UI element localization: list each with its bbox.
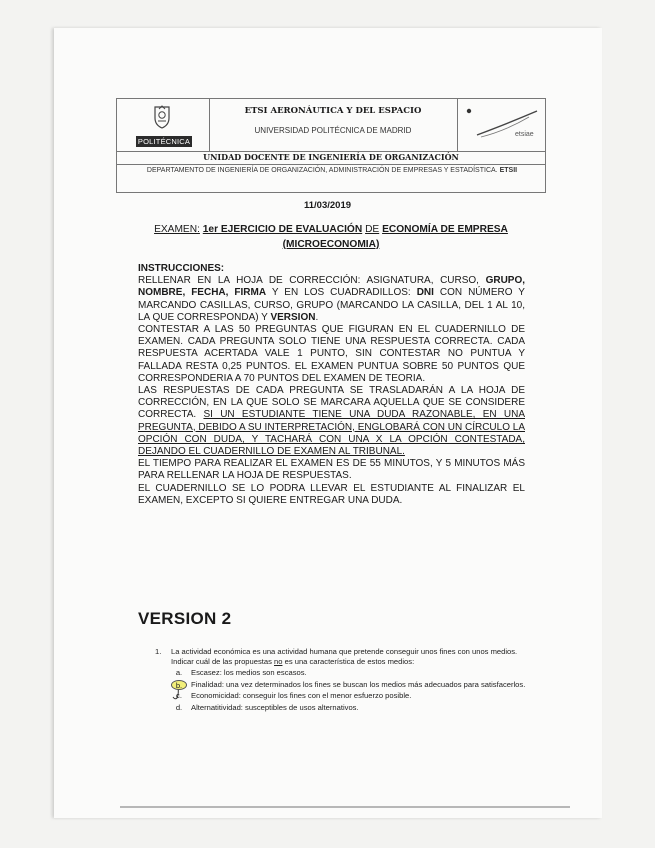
question-number: 1. bbox=[155, 647, 162, 656]
option-b: b. Finalidad: una vez determinados los fines se buscan los medios más adecuados para satisfacerlos. bbox=[171, 680, 535, 690]
instructions bbox=[138, 263, 525, 507]
option-c: c. Economicidad: conseguir los fines con el menor esfuerzo posible. bbox=[176, 691, 412, 700]
option-d: d. Alternatitividad: susceptibles de usos alternativos. bbox=[175, 702, 359, 712]
instruction-transfer-answers: LAS RESPUESTAS DE CADA PREGUNTA SE TRASLADARÁN A LA HOJA DE CORRECCIÓN, EN LA QUE SOLO SE MARCARA AQUELLA QUE SE CONSIDERE CORRECTA. SI UN ESTUDIANTE TIENE UNA DUDA RAZONABLE, EN UNA PREGUNTA, DEBIDO A SU INTERPRETACIÓN, ENGLOBARÁ CON UN CÍRCULO LA OPCIÓN CON DUDA, Y TACHARÁ CON UNA X LA OPCIÓN CONTESTADA, DEJANDO EL CUADERNILLO DE EXAMEN AL TRIBUNAL. bbox=[138, 385, 525, 458]
instruction-time: EL TIEMPO PARA REALIZAR EL EXAMEN ES DE 55 MINUTOS, Y 5 MINUTOS MÁS PARA RELLENAR LA HOJA DE RESPUESTAS. bbox=[138, 458, 525, 482]
upm-logo bbox=[117, 99, 210, 151]
instruction-answer-questions: CONTESTAR A LAS 50 PREGUNTAS QUE FIGURAN EN EL CUADERNILLO DE EXAMEN. CADA PREGUNTA SOLO TIENE UNA RESPUESTA CORRECTA. CADA RESPUESTA ACERTADA VALE 1 PUNTO, SIN CONTESTAR NO PUNTUA Y FALLADA RESTA 0,25 PUNTOS. EL EXAMEN PUNTUA SOBRE 50 PUNTOS QUE CORRESPONDERIA A 70 PUNTOS DEL EXAMEN DE TEORIA. bbox=[138, 324, 525, 384]
version-heading: VERSION 2 bbox=[138, 609, 232, 628]
etsiae-swoosh-icon bbox=[459, 103, 545, 147]
letterhead bbox=[116, 98, 546, 193]
letterhead-center bbox=[209, 99, 458, 151]
exam-date: 11/03/2019 bbox=[303, 200, 352, 211]
question-1 bbox=[155, 647, 535, 714]
university-name: UNIVERSIDAD POLITÉCNICA DE MADRID bbox=[254, 126, 412, 135]
sheet-bottom-edge bbox=[120, 806, 570, 808]
crest-icon bbox=[152, 105, 172, 129]
option-a: a. Escasez: los medios son escasos. bbox=[175, 668, 307, 677]
instructions-heading: INSTRUCCIONES: bbox=[138, 263, 225, 274]
etsiae-logo-text: etsiae bbox=[515, 131, 534, 138]
teaching-unit: UNIDAD DOCENTE DE INGENIERÍA DE ORGANIZACIÓN bbox=[117, 151, 545, 165]
instruction-booklet: EL CUADERNILLO SE LO PODRA LLEVAR EL ESTUDIANTE AL FINALIZAR EL EXAMEN, EXCEPTO SI QUIERE ENTREGAR UNA DUDA. bbox=[138, 482, 525, 506]
exam-title: EXAMEN: 1er EJERCICIO DE EVALUACIÓN DE ECONOMÍA DE EMPRESA (MICROECONOMIA) bbox=[154, 224, 508, 250]
letterhead-top-row bbox=[117, 99, 545, 152]
answer-options bbox=[171, 668, 535, 713]
upm-logo-text: POLITÉCNICA bbox=[137, 137, 191, 146]
question-text: La actividad económica es una actividad humana que pretende conseguir unos fines con unos medios. Indicar cuál de las propuestas no es una característica de estos medios: bbox=[171, 647, 518, 666]
option-b-circled-letter: b. bbox=[171, 680, 187, 690]
instruction-fill-sheet: RELLENAR EN LA HOJA DE CORRECCIÓN: ASIGNATURA, CURSO, GRUPO, NOMBRE, FECHA, FIRMA Y EN LOS CUADRADILLOS: DNI CON NÚMERO Y MARCANDO CASILLAS, CURSO, GRUPO (MARCANDO LA CASILLA, DEL 1 AL 10, LA QUE CORRESPONDA) Y VERSION. bbox=[138, 275, 526, 323]
department: DEPARTAMENTO DE INGENIERÍA DE ORGANIZACIÓN, ADMINISTRACIÓN DE EMPRESAS Y ESTADÍSTICA. ETSII bbox=[146, 167, 518, 174]
school-name: ETSI AERONÁUTICA Y DEL ESPACIO bbox=[244, 106, 422, 116]
etsiae-logo bbox=[457, 99, 547, 151]
